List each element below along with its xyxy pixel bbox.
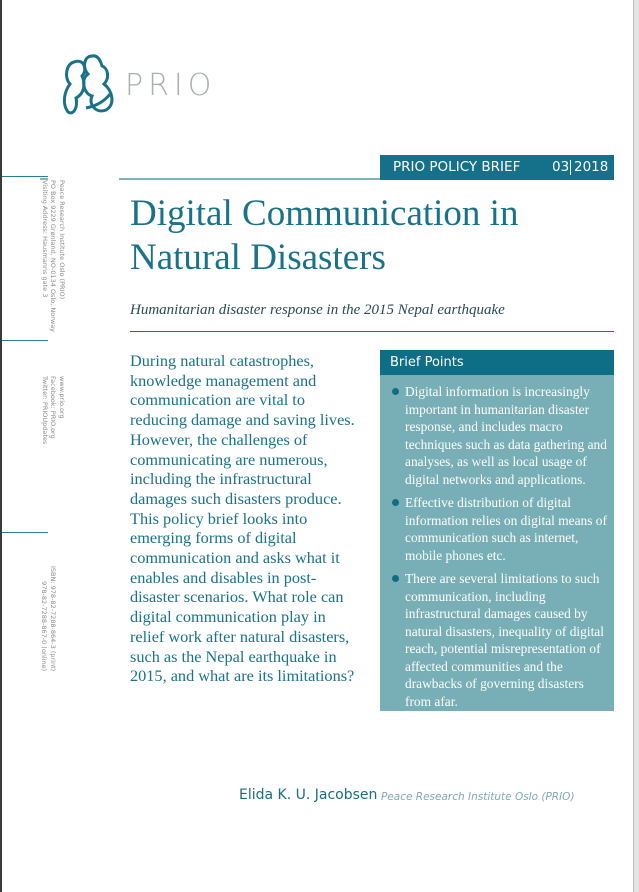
isbn-block [40, 566, 57, 671]
bullet-icon [392, 575, 399, 582]
subtitle: Humanitarian disaster response in the 2015 Nepal earthquake [130, 302, 505, 318]
intro-text: During natural catastrophes, knowledge management and communication are vital to reducing damage and saving lives. However, the challenges of communicating are numerous, including the infrastructural damages such disasters produce. This policy brief looks into emerging forms of digital communication and asks what it enables and disables in post-disaster scenarios. What role can digital communication play in relief work after natural disasters, such as the Nepal earthquake in 2015, and what are its limitations? [130, 351, 355, 686]
author-name: Elida K. U. Jacobsen [239, 787, 378, 803]
brief-points-heading: Brief Points [380, 350, 614, 375]
page-title [130, 192, 518, 280]
brief-point-text: Digital information is increasingly important in humanitarian disaster response, and includes macro techniques such as data gathering and analyses, as well as local usage of digital networks and applications. [405, 384, 607, 487]
isbn-line: 978-82-7288-867-0 (online) [40, 581, 49, 672]
title-line: Digital Communication in [130, 193, 519, 234]
bullet-icon [392, 388, 399, 395]
web-link: www.prio.org [58, 376, 66, 419]
isbn-line: ISBN: 978-82-7288-864-3 (print) [49, 566, 57, 672]
brief-point [405, 383, 608, 488]
title-line: Natural Disasters [130, 237, 386, 278]
right-edge [633, 0, 639, 892]
left-edge [0, 0, 2, 892]
series-banner [380, 155, 614, 180]
brief-point-text: Effective distribution of digital information relies on digital means of communication such as internet, mobile phones etc. [405, 495, 607, 563]
divider [2, 532, 48, 533]
divider [130, 331, 614, 332]
brief-point [405, 570, 608, 710]
author-affiliation: Peace Research Institute Oslo (PRIO) [381, 791, 575, 803]
web-link: Facebook: PRIO.org [49, 376, 58, 439]
address-block [41, 180, 67, 332]
series-label: PRIO POLICY BRIEF [393, 159, 521, 175]
address-line: PO Box 9229 Grønland, NO-0134 Oslo, Norway [49, 180, 58, 333]
issue-year: 2018 [574, 159, 609, 175]
address-line: Visiting Address: Hausmanns gate 3 [41, 180, 49, 298]
web-block [41, 376, 67, 444]
prio-logo-icon [60, 50, 130, 120]
address-line: Peace Research Institute Oslo (PRIO) [58, 180, 66, 300]
brief-point [405, 494, 608, 564]
issue-number: 03 [552, 159, 570, 175]
divider [2, 340, 48, 341]
divider [2, 176, 48, 177]
web-link: Twitter: PRIOUpdates [41, 376, 49, 445]
brief-points-box [380, 350, 614, 711]
brief-point-text: There are several limitations to such communication, including infrastructural damages caused by natural disasters, inequality of digital reach, potential misrepresentation of affected communities and the drawbacks of governing disasters from afar. [405, 571, 604, 709]
bullet-icon [392, 499, 399, 506]
logo-text: PRIO [125, 68, 217, 103]
